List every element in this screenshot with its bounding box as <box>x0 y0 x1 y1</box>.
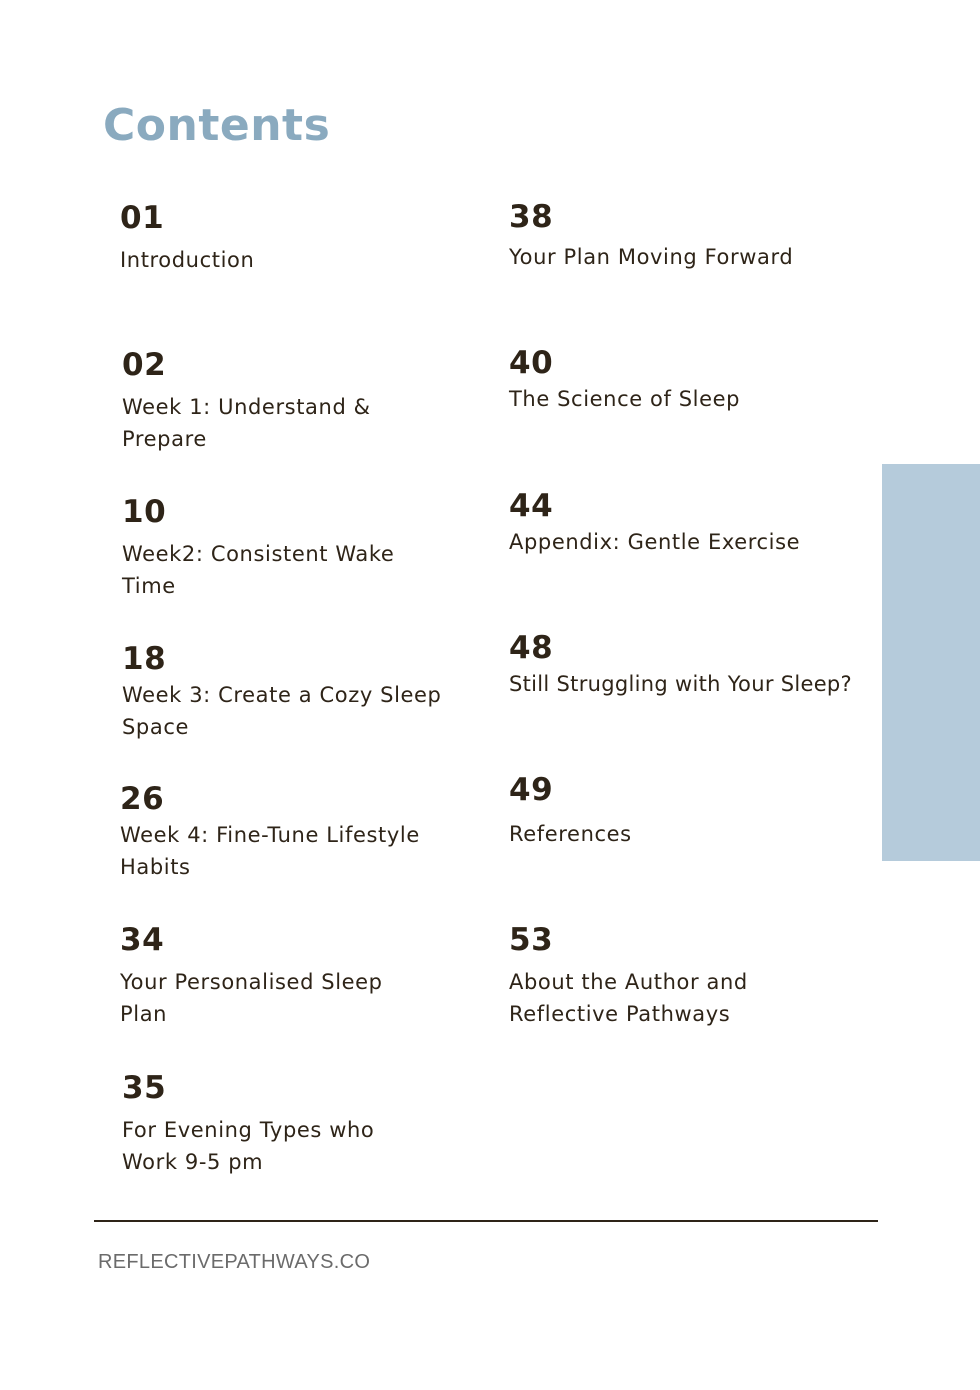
toc-entry-personalised-plan[interactable] <box>120 922 480 1030</box>
toc-entry-title: Week2: Consistent Wake Time <box>122 542 395 598</box>
toc-page-number: 02 <box>122 347 167 383</box>
toc-entry-science-of-sleep[interactable] <box>509 345 869 415</box>
toc-entry-plan-moving-forward[interactable] <box>509 199 869 273</box>
toc-page-number: 49 <box>509 772 554 808</box>
toc-page-number: 18 <box>122 641 167 677</box>
toc-entry-title: Week 3: Create a Cozy Sleep Space <box>122 683 442 739</box>
toc-entry-title: Introduction <box>120 248 255 272</box>
toc-entry-references[interactable] <box>509 772 869 850</box>
toc-entry-title: References <box>509 822 632 846</box>
toc-entry-title: Appendix: Gentle Exercise <box>509 530 801 554</box>
toc-page-number: 34 <box>120 922 165 958</box>
toc-entry-week-1[interactable] <box>122 347 482 455</box>
toc-page-number: 48 <box>509 630 554 666</box>
toc-page-number: 40 <box>509 345 554 381</box>
toc-entry-week-3[interactable] <box>122 641 482 743</box>
toc-page-number: 44 <box>509 488 554 524</box>
toc-entry-appendix-exercise[interactable] <box>509 488 869 558</box>
toc-entry-title: Still Struggling with Your Sleep? <box>509 672 853 696</box>
toc-page-number: 38 <box>509 199 554 235</box>
toc-entry-title: Week 4: Fine-Tune Lifestyle Habits <box>120 823 420 879</box>
toc-entry-title: The Science of Sleep <box>509 387 741 411</box>
toc-entry-introduction[interactable] <box>120 200 480 276</box>
decorative-side-block <box>882 464 980 861</box>
footer-website: REFLECTIVEPATHWAYS.CO <box>98 1251 371 1273</box>
toc-page-number: 35 <box>122 1070 167 1106</box>
toc-entry-week-4[interactable] <box>120 781 480 883</box>
toc-entry-title: Your Personalised Sleep Plan <box>120 970 383 1026</box>
page-title: Contents <box>103 100 331 151</box>
toc-entry-title: About the Author and Reflective Pathways <box>509 970 748 1026</box>
toc-entry-title: Week 1: Understand & Prepare <box>122 395 371 451</box>
toc-page-number: 10 <box>122 494 167 530</box>
toc-entry-title: For Evening Types who Work 9-5 pm <box>122 1118 375 1174</box>
toc-page-number: 53 <box>509 922 554 958</box>
toc-entry-title: Your Plan Moving Forward <box>509 245 794 269</box>
toc-entry-evening-types[interactable] <box>122 1070 482 1178</box>
toc-entry-still-struggling[interactable] <box>509 630 881 700</box>
toc-page-number: 26 <box>120 781 165 817</box>
footer-divider <box>94 1220 878 1222</box>
toc-entry-about-author[interactable] <box>509 922 869 1030</box>
toc-page-number: 01 <box>120 200 165 236</box>
toc-entry-week-2[interactable] <box>122 494 482 602</box>
